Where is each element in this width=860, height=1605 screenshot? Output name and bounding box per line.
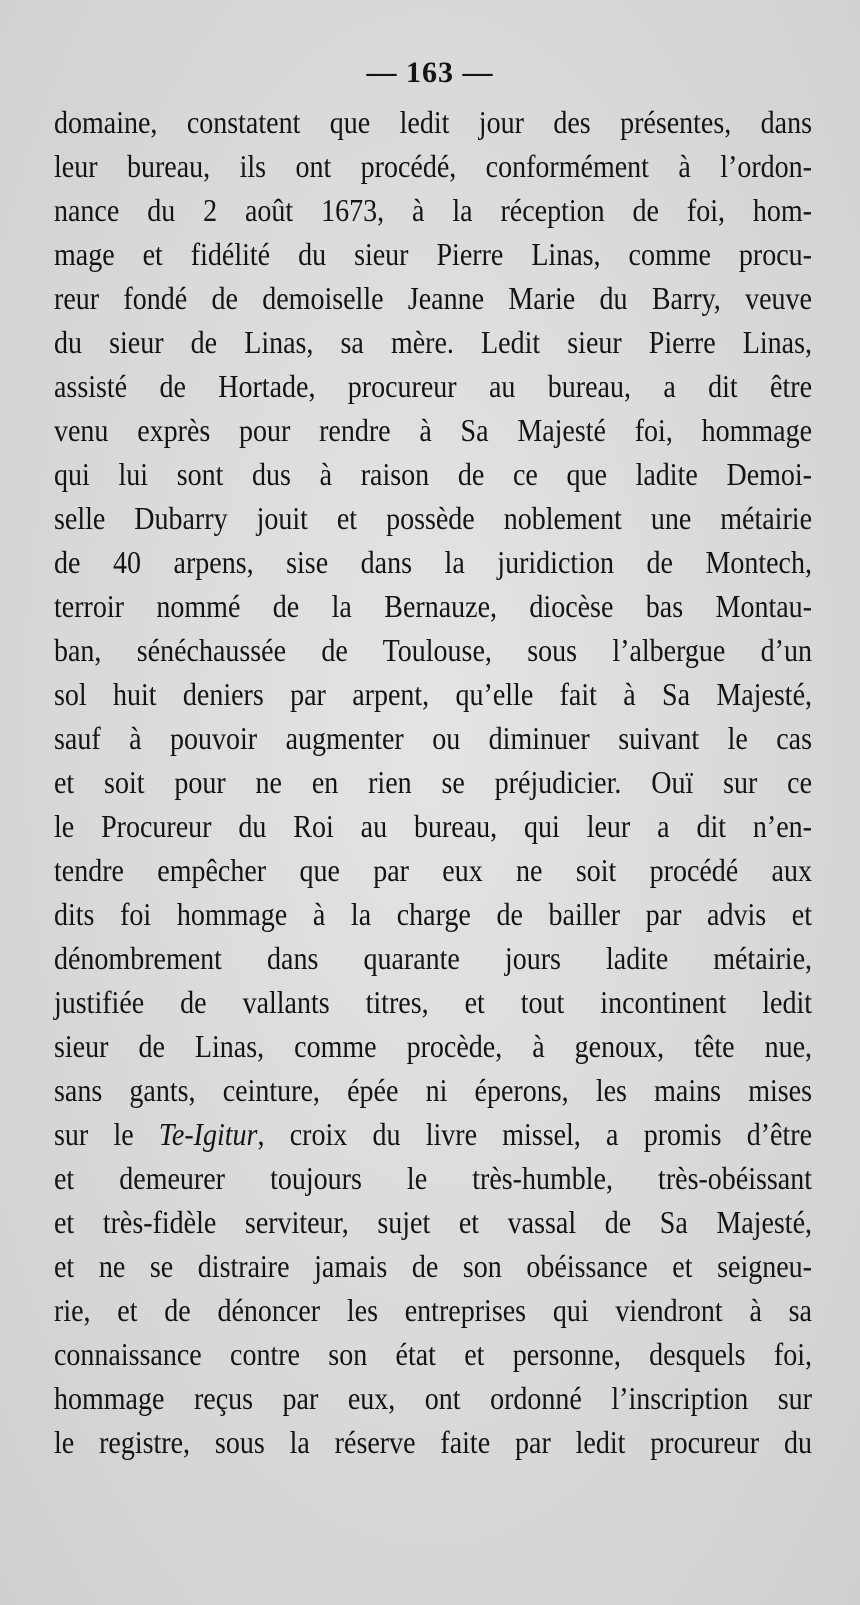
line-text-after: , croix du livre missel, a promis d’être [257,1118,812,1153]
text-line: et soit pour ne en rien se préjudicier. Ouï sur ce [54,766,812,801]
text-line: tendre empêcher que par eux ne soit procédé aux [54,854,812,889]
text-line-with-italic [54,1111,812,1160]
page-number: — 163 — [366,56,494,89]
text-line: venu exprès pour rendre à Sa Majesté foi, hommage [54,414,812,449]
text-line: sauf à pouvoir augmenter ou diminuer suivant le cas [54,722,812,757]
text-line: sans gants, ceinture, épée ni éperons, les mains mises [54,1074,812,1109]
text-line: assisté de Hortade, procureur au bureau, a dit être [54,370,812,405]
text-line: et ne se distraire jamais de son obéissance et seigneu- [54,1250,812,1285]
text-line: de 40 arpens, sise dans la juridiction de Montech, [54,546,812,581]
text-line: connaissance contre son état et personne, desquels foi, [54,1338,812,1373]
text-line: dits foi hommage à la charge de bailler par advis et [54,898,812,933]
body-text [54,102,812,1466]
text-line: du sieur de Linas, sa mère. Ledit sieur Pierre Linas, [54,326,812,361]
text-line: justifiée de vallants titres, et tout incontinent ledit [54,986,812,1021]
text-line: sieur de Linas, comme procède, à genoux, tête nue, [54,1030,812,1065]
italic-term: Te-Igitur [158,1118,258,1153]
text-line: selle Dubarry jouit et possède noblement une métairie [54,502,812,537]
text-line: le registre, sous la réserve faite par ledit procureur du [54,1426,812,1461]
line-text-before: sur le [54,1118,159,1153]
text-line: nance du 2 août 1673, à la réception de foi, hom- [54,194,812,229]
text-line: domaine, constatent que ledit jour des présentes, dans [54,106,812,141]
text-line: dénombrement dans quarante jours ladite métairie, [54,942,812,977]
text-line: ban, sénéchaussée de Toulouse, sous l’albergue d’un [54,634,812,669]
text-line: reur fondé de demoiselle Jeanne Marie du Barry, veuve [54,282,812,317]
text-line: rie, et de dénoncer les entreprises qui viendront à sa [54,1294,812,1329]
text-line: hommage reçus par eux, ont ordonné l’inscription sur [54,1382,812,1417]
text-line: et demeurer toujours le très-humble, très-obéissant [54,1162,812,1197]
text-line: qui lui sont dus à raison de ce que ladite Demoi- [54,458,812,493]
text-line: et très-fidèle serviteur, sujet et vassal de Sa Majesté, [54,1206,812,1241]
text-line: sol huit deniers par arpent, qu’elle fait à Sa Majesté, [54,678,812,713]
text-line: terroir nommé de la Bernauze, diocèse bas Montau- [54,590,812,625]
text-line: le Procureur du Roi au bureau, qui leur a dit n’en- [54,810,812,845]
text-line: leur bureau, ils ont procédé, conformément à l’ordon- [54,150,812,185]
text-line: mage et fidélité du sieur Pierre Linas, comme procu- [54,238,812,273]
